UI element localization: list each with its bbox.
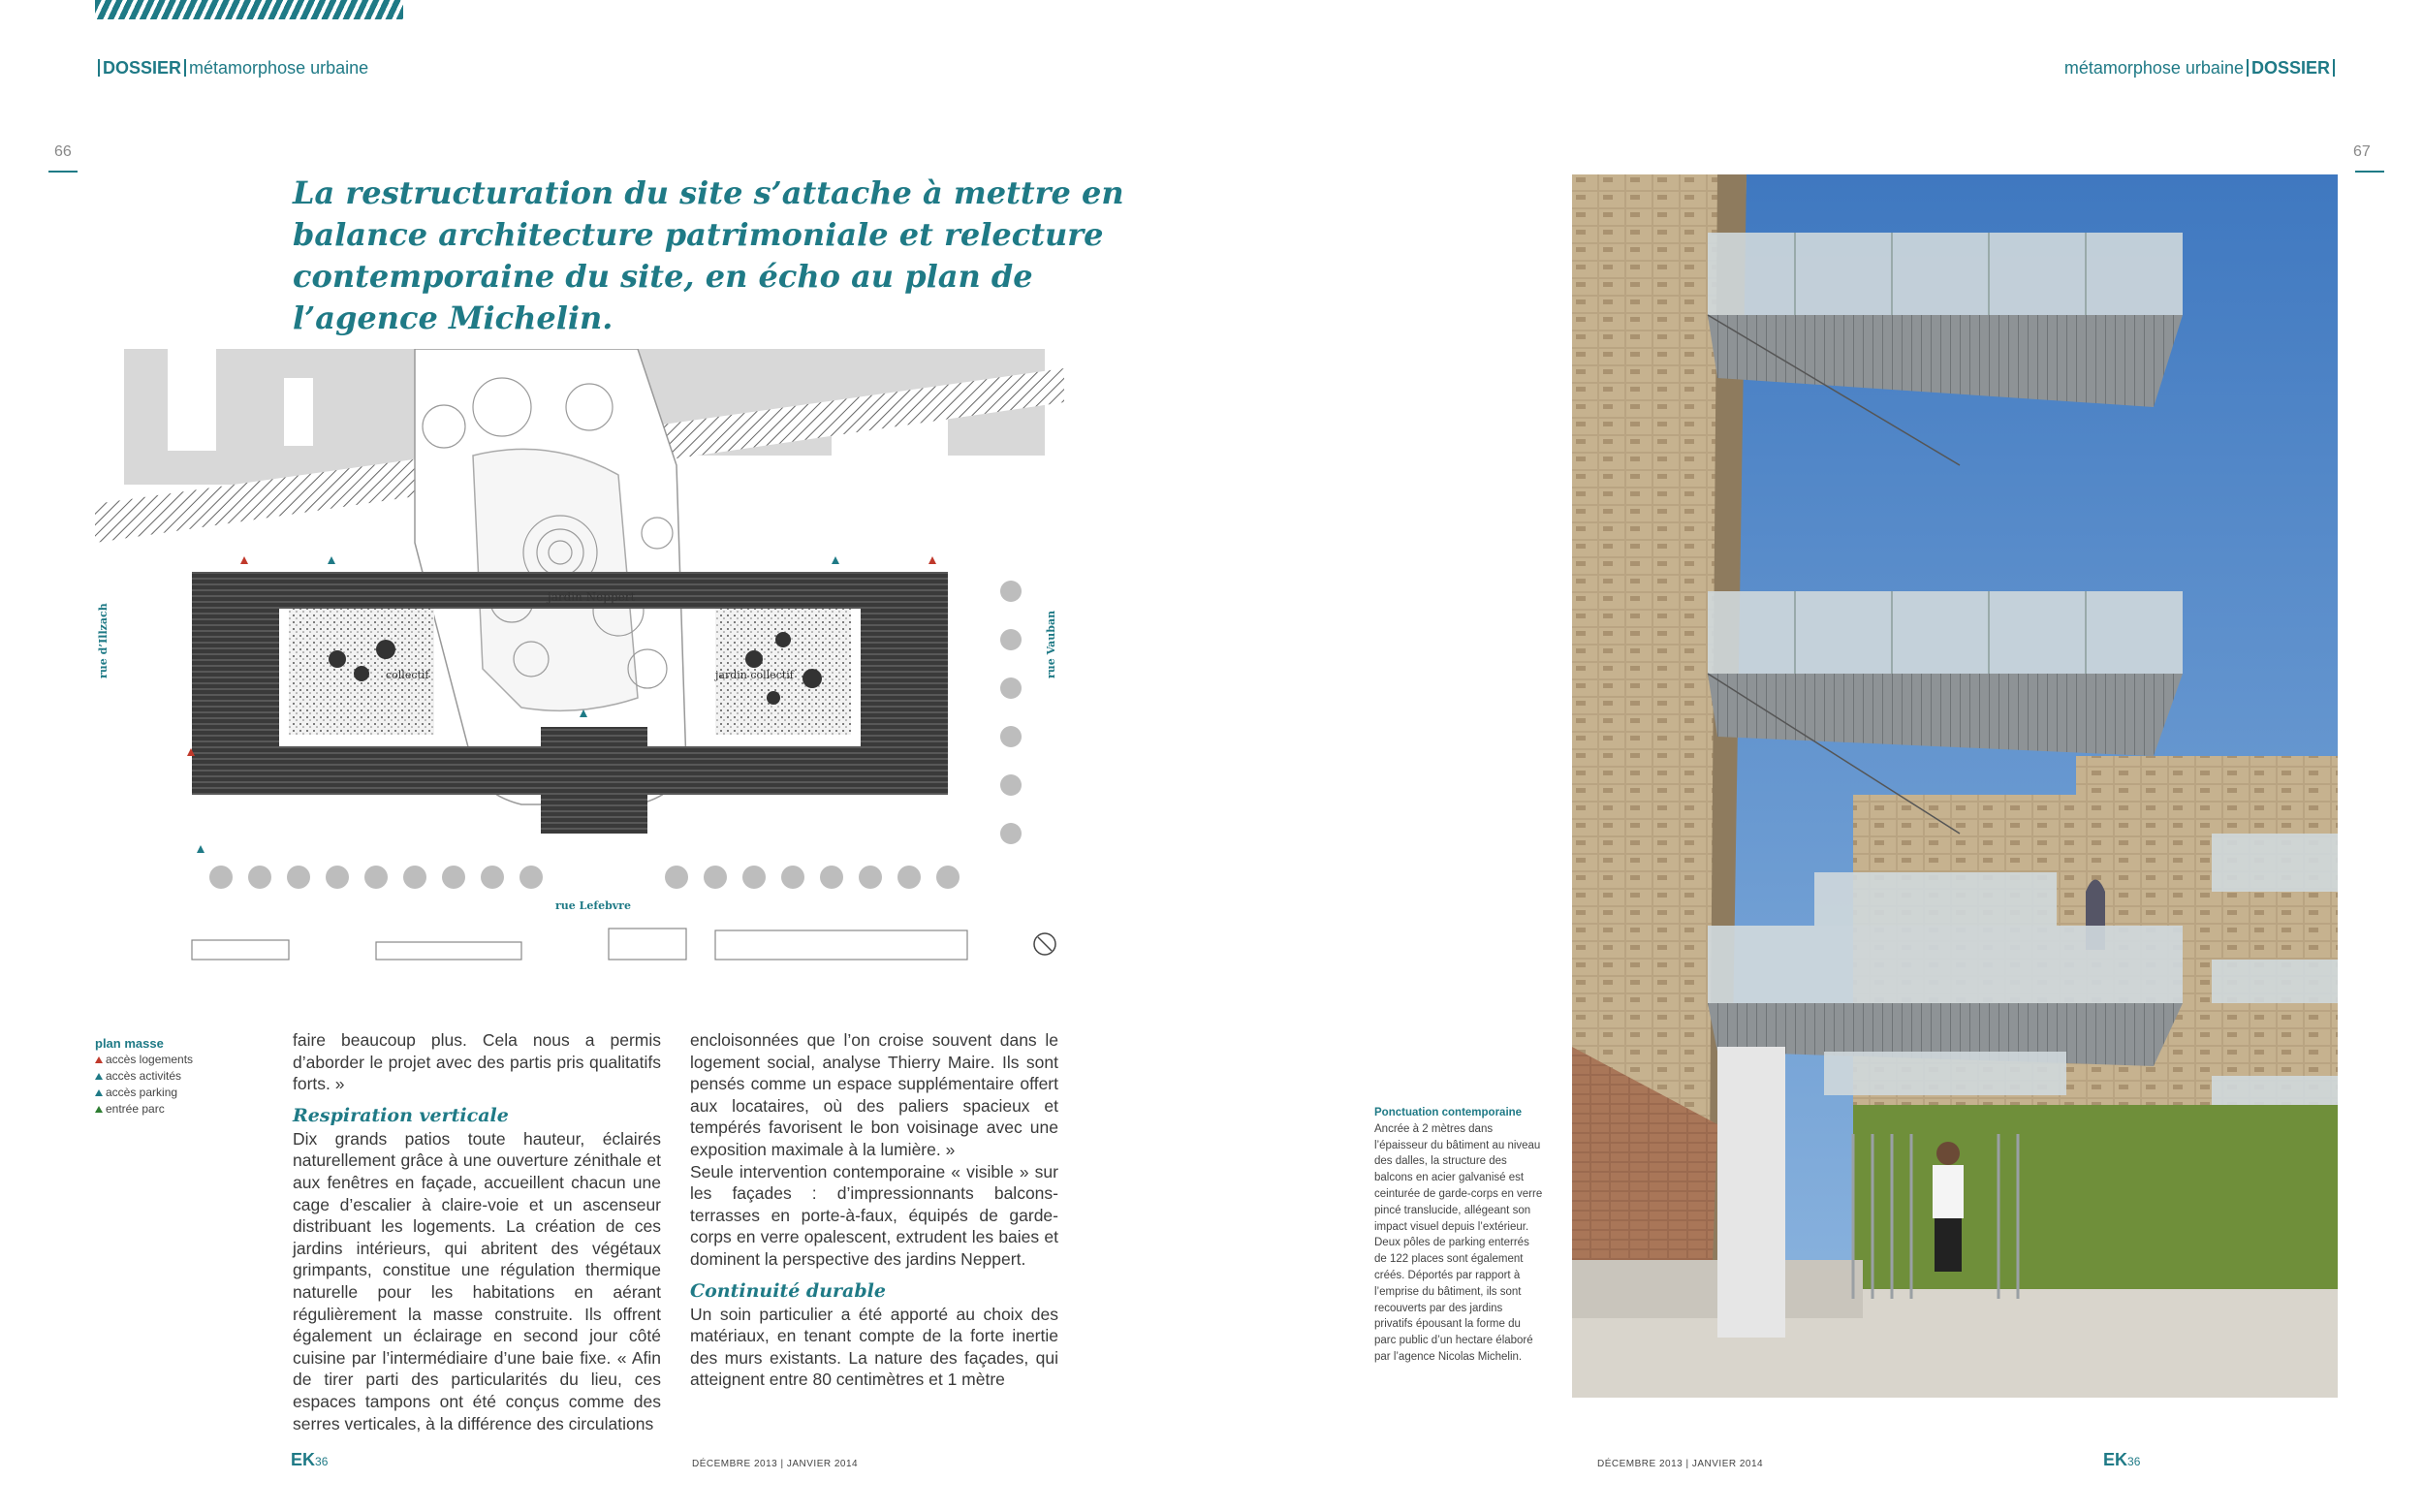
headline: La restructuration du site s’attache à mettre en balance architecture patrimoniale et relecture contemporaine du site, en écho au plan de l’agence Michelin.: [293, 174, 1124, 336]
magazine-logo-right: EK36: [2103, 1450, 2141, 1469]
plan-street-left: rue d’Illzach: [97, 603, 110, 678]
legend-item: accès logements: [95, 1052, 193, 1068]
caption-title: Ponctuation contemporaine: [1374, 1107, 1523, 1118]
issue-date-right: DÉCEMBRE 2013 | JANVIER 2014: [1597, 1459, 1764, 1469]
paragraph: encloisonnées que l’on croise souvent dans le logement social, analyse Thierry Maire. Ils sont pensés comme un espace supplémentaire offert aux locataires, où des paliers spacieux et tempérés favorisent le bon voisinage avec une exposition maximale à la lumière. »: [690, 1030, 1058, 1159]
page-number-rule-left: [48, 171, 78, 173]
page-number-rule-right: [2355, 171, 2384, 173]
caption-text: Ancrée à 2 mètres dans l’épaisseur du bâtiment au niveau des dalles, la structure des balcons en acier galvanisé est ceinturée de garde-corps en verre pincé translucide, allégeant son impact visuel depuis l’extérieur. Deux pôles de parking enterrés de 122 places sont également créés. Déportés par rapport à l’emprise du bâtiment, ils sont recouverts par des jardins privatifs épousant la forme du parc public d’un hectare élaboré par l’agence Nicolas Michelin.: [1374, 1122, 1543, 1363]
magazine-logo-left: EK36: [291, 1450, 329, 1469]
header-left: [95, 58, 368, 79]
header-right: [2064, 58, 2338, 79]
paragraph: Seule intervention contemporaine « visible » sur les façades : d’impressionnants balcons-terrasses en porte-à-faux, équipés de garde-corps en verre opalescent, extrudent les baies et dominent la perspective des jardins Neppert.: [690, 1161, 1058, 1269]
topic-label-left: métamorphose urbaine: [189, 58, 369, 78]
page-number-right: 67: [2353, 143, 2371, 160]
building-photo: [1572, 174, 2338, 1398]
photo-caption: [1374, 1105, 1544, 1366]
subheading-respiration: Respiration verticale: [293, 1104, 509, 1126]
issue-date-left: DÉCEMBRE 2013 | JANVIER 2014: [692, 1459, 859, 1469]
plan-street-bottom: rue Lefebvre: [555, 899, 631, 912]
header-hatch-decoration: [95, 0, 403, 19]
paragraph: Un soin particulier a été apporté au choix des matériaux, en tenant compte de la forte inertie des murs existants. La nature des façades, qui atteignent entre 80 centimètres et 1 mètre: [690, 1304, 1058, 1390]
section-label-right: DOSSIER: [2250, 58, 2330, 78]
paragraph: faire beaucoup plus. Cela nous a permis d’aborder le projet avec des partis pris qualitatifs forts. »: [293, 1030, 661, 1094]
legend-title: plan masse: [95, 1036, 164, 1051]
legend-item: entrée parc: [95, 1101, 193, 1118]
section-label-left: DOSSIER: [103, 58, 182, 78]
plan-label-garden: jardin Neppert: [548, 590, 636, 604]
page-number-left: 66: [54, 143, 72, 160]
plan-label-collectif-left: collectif: [386, 669, 429, 681]
text-column-2: [690, 1029, 1058, 1391]
legend-item: accès activités: [95, 1068, 193, 1085]
topic-label-right: métamorphose urbaine: [2063, 58, 2244, 78]
plan-label-collectif-right: jardin collectif: [715, 669, 794, 681]
plan-street-right: rue Vauban: [1045, 610, 1057, 678]
legend-item: accès parking: [95, 1085, 193, 1101]
paragraph: Dix grands patios toute hauteur, éclairés naturellement grâce à une ouverture zénithale et aux fenêtres en façade, accueillent chacun une cage d’escalier à claire-voie et un ascenseur distribuant les logements. La création de ces jardins intérieurs, qui abritent des végétaux grimpants, constitue une régulation thermique naturelle pour les habitations en aérant régulièrement la masse construite. Ils offrent également un éclairage en second jour côté cuisine par l’intermédiaire d’une baie fixe. « Afin de tirer parti des particularités du lieu, ces espaces tampons ont été conçus comme des serres verticales, à la différence des circulations: [293, 1128, 661, 1433]
text-column-1: [293, 1029, 661, 1434]
subheading-continuite: Continuité durable: [690, 1279, 886, 1302]
plan-legend: [95, 1035, 193, 1118]
site-plan: [95, 349, 1064, 969]
